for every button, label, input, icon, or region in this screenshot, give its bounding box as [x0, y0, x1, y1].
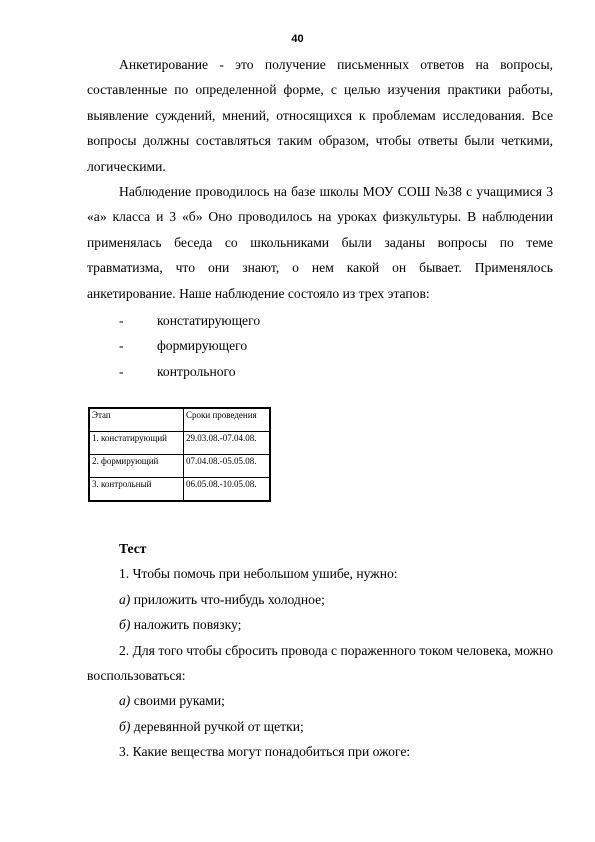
list-item-text: формирующего: [157, 338, 248, 354]
schedule-table: [88, 407, 271, 502]
paragraph-survey: Анкетирование - это получение письменных ответов на вопросы, составленные по определенной форме, с целью изучения практики работы, выявление суждений, мнений, относящихся к проблемам исследования. Все вопросы должны составляться таким образом, чтобы ответы были четкими, логическими.: [87, 57, 553, 174]
option-text: наложить повязку;: [130, 617, 242, 633]
table-row: [89, 432, 270, 455]
table-row: [89, 455, 270, 478]
answer-option: [87, 587, 553, 612]
option-text: деревянной ручкой от щетки;: [130, 718, 304, 734]
test-heading: Тест: [119, 541, 147, 556]
stages-list: [119, 308, 260, 384]
option-letter: а): [119, 693, 131, 709]
option-text: приложить что-нибудь холодное;: [130, 591, 325, 607]
question-3: 3. Какие вещества могут понадобиться при ожоге:: [119, 744, 411, 760]
body-text: [87, 52, 553, 306]
question-2: 2. Для того чтобы сбросить провода с пораженного током человека, можно воспользоваться:: [87, 642, 553, 684]
table-cell: 1. констатирующий: [89, 432, 184, 455]
list-dash: -: [119, 338, 124, 354]
table-cell: 07.04.08.-05.05.08.: [184, 455, 271, 478]
test-section: [87, 536, 553, 765]
list-dash: -: [119, 313, 124, 328]
answer-option: [87, 612, 553, 637]
paragraph-observation: Наблюдение проводилось на базе школы МОУ СОШ №38 с учащимися 3 «а» класса и 3 «б» Оно проводилось на уроках физкультуры. В наблюдении применялась беседа со школьниками были заданы вопросы по теме травматизма, что они знают, о нем какой он бывает. Применялось анкетирование. Наше наблюдение состояло из трех этапов:: [87, 184, 553, 301]
list-dash: -: [119, 363, 124, 379]
page-number: 40: [291, 33, 304, 45]
option-letter: б): [119, 617, 131, 633]
question-1: 1. Чтобы помочь при небольшом ушибе, нужно:: [119, 566, 398, 582]
list-item-text: контрольного: [157, 363, 236, 379]
answer-option: [87, 688, 553, 713]
list-item: [119, 308, 260, 333]
table-header-row: [89, 408, 270, 432]
answer-option: [87, 714, 553, 739]
table-cell: 3. контрольный: [89, 478, 184, 502]
table-cell: 29.03.08.-07.04.08.: [184, 432, 271, 455]
header-cell-dates: Сроки проведения: [184, 408, 271, 432]
table-cell: 2. формирующий: [89, 455, 184, 478]
table-cell: 06.05.08.-10.05.08.: [184, 478, 271, 502]
header-cell-stage: Этап: [89, 408, 184, 432]
list-item-text: констатирующего: [157, 313, 261, 328]
option-text: своими руками;: [130, 693, 225, 709]
list-item: [119, 359, 260, 384]
option-letter: б): [119, 718, 131, 734]
option-letter: а): [119, 591, 131, 607]
list-item: [119, 333, 260, 358]
table-row: [89, 478, 270, 502]
